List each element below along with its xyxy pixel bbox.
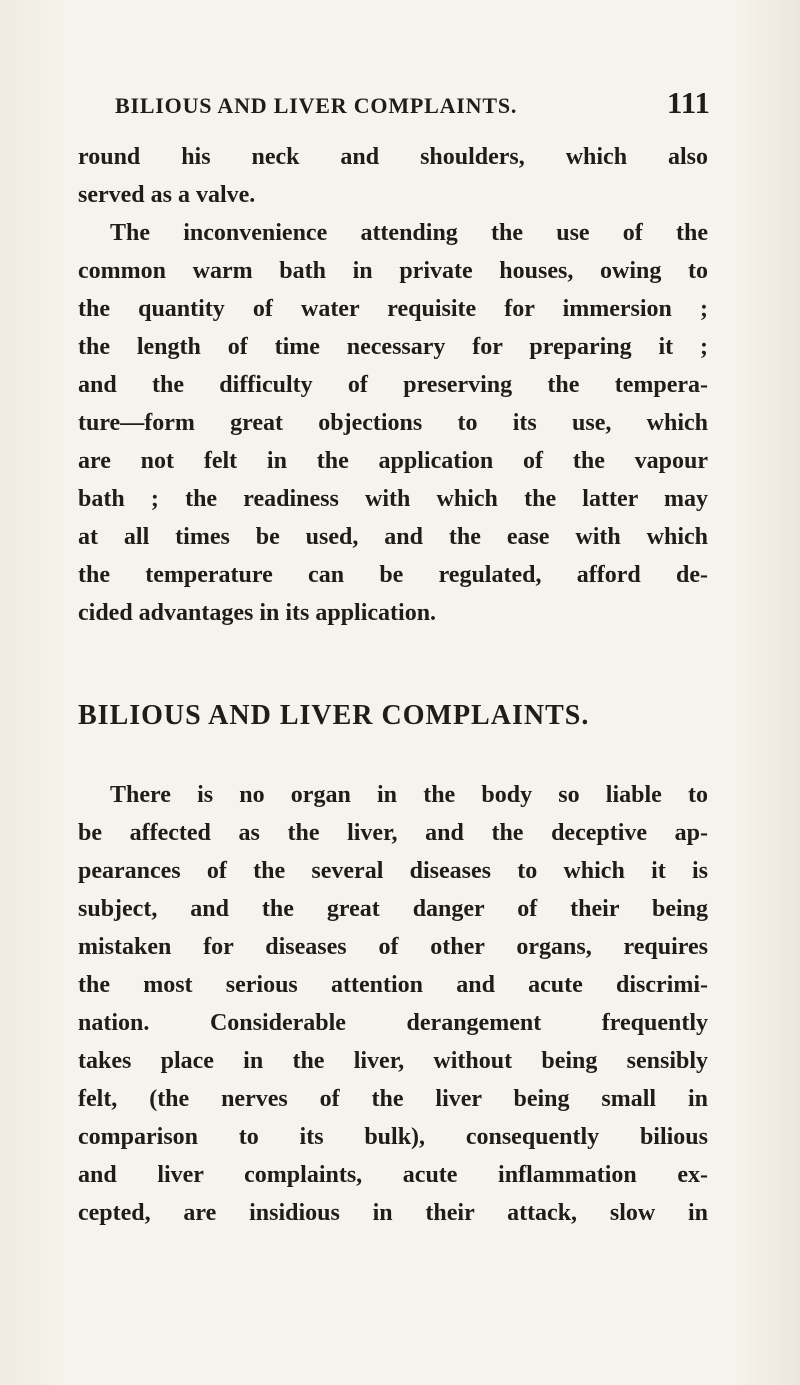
- section-line-12: cepted, are insidious in their attack, slow in: [78, 1200, 708, 1226]
- running-head-title: BILIOUS AND LIVER COMPLAINTS.: [115, 93, 518, 118]
- section-line-2: be affected as the liver, and the deceptive ap-: [78, 820, 708, 846]
- paragraph-2-line-9: at all times be used, and the ease with which: [78, 524, 708, 550]
- section-line-7: nation. Considerable derangement frequently: [78, 1010, 708, 1036]
- paragraph-2-line-3: the quantity of water requisite for immersion ;: [78, 296, 708, 322]
- paragraph-1-line-2: served as a valve.: [78, 182, 256, 208]
- section-line-11: and liver complaints, acute inflammation ex-: [78, 1162, 708, 1188]
- section-line-4: subject, and the great danger of their being: [78, 896, 708, 922]
- page-number: 111: [666, 85, 710, 120]
- section-heading: BILIOUS AND LIVER COMPLAINTS.: [78, 700, 590, 731]
- paragraph-2-line-4: the length of time necessary for preparing it ;: [78, 334, 708, 360]
- section-line-10: comparison to its bulk), consequently bilious: [78, 1124, 708, 1150]
- section-line-8: takes place in the liver, without being sensibly: [78, 1048, 708, 1074]
- paragraph-2-line-2: common warm bath in private houses, owing to: [78, 258, 708, 284]
- section-line-1: There is no organ in the body so liable to: [110, 782, 708, 808]
- paragraph-2-line-5: and the difficulty of preserving the tempera-: [78, 372, 708, 398]
- section-line-6: the most serious attention and acute discrimi-: [78, 972, 708, 998]
- paragraph-2-line-7: are not felt in the application of the vapour: [78, 448, 708, 474]
- running-head: [115, 85, 710, 125]
- paragraph-2-line-8: bath ; the readiness with which the latter may: [78, 486, 708, 512]
- paragraph-2-line-6: ture—form great objections to its use, which: [78, 410, 708, 436]
- paragraph-2-line-1: The inconvenience attending the use of the: [110, 220, 708, 246]
- paragraph-1-line-1: round his neck and shoulders, which also: [78, 144, 708, 170]
- paragraph-2-line-10: the temperature can be regulated, afford de-: [78, 562, 708, 588]
- section-line-9: felt, (the nerves of the liver being small in: [78, 1086, 708, 1112]
- section-line-5: mistaken for diseases of other organs, requires: [78, 934, 708, 960]
- paragraph-2-line-11: cided advantages in its application.: [78, 600, 437, 626]
- section-line-3: pearances of the several diseases to which it is: [78, 858, 708, 884]
